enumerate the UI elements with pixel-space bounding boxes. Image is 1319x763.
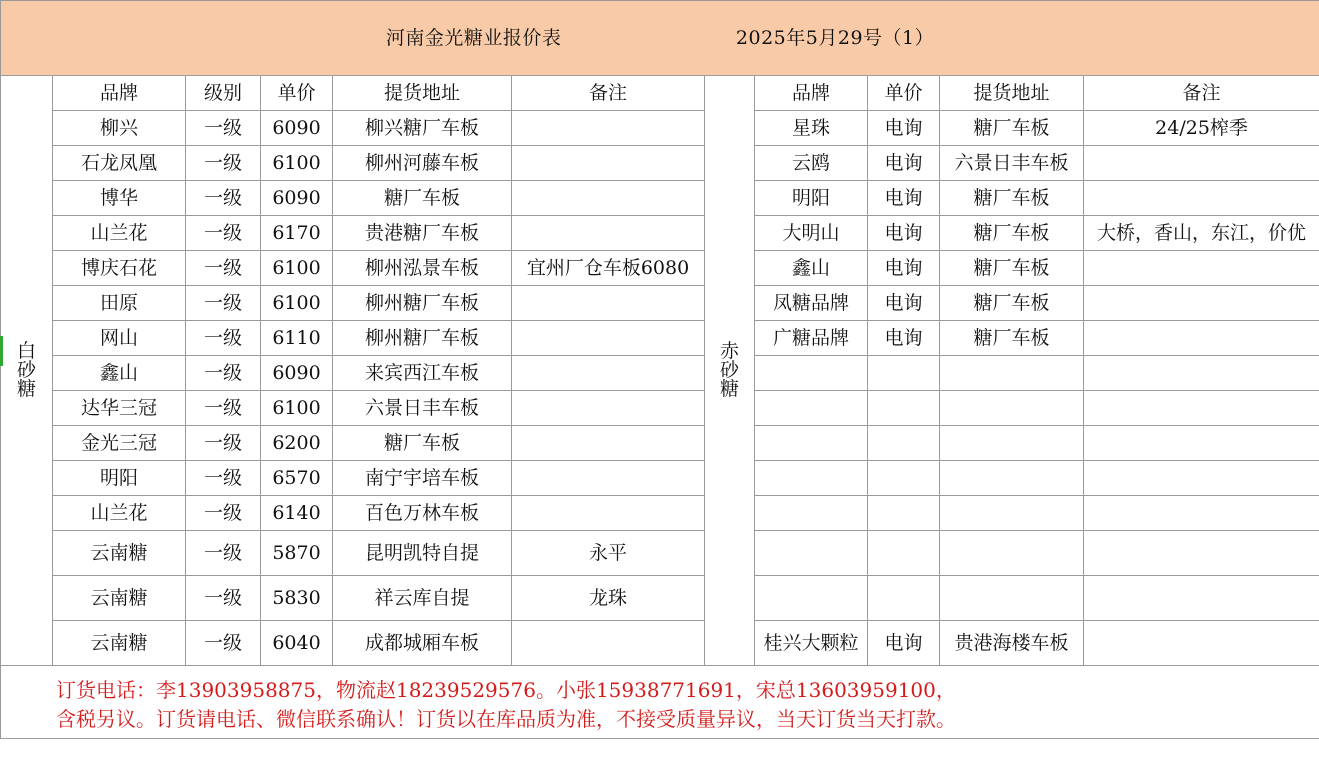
white-cell[interactable]: 6090: [261, 356, 333, 391]
brown-sugar-label-char: 糖: [719, 378, 739, 400]
brown-cell[interactable]: [940, 426, 1084, 461]
table-row: [1, 576, 1319, 621]
brown-cell[interactable]: [940, 391, 1084, 426]
white-cell[interactable]: 一级: [186, 496, 261, 531]
white-cell[interactable]: 6090: [261, 181, 333, 216]
white-cell[interactable]: 南宁宇培车板: [333, 461, 512, 496]
white-sugar-label-char: 砂: [16, 359, 36, 381]
white-cell[interactable]: 6100: [261, 391, 333, 426]
brown-cell[interactable]: [755, 391, 868, 426]
table-row: [1, 286, 1319, 321]
white-cell[interactable]: 达华三冠: [53, 391, 186, 426]
brown-cell[interactable]: [1084, 146, 1319, 181]
white-cell[interactable]: 明阳: [53, 461, 186, 496]
white-cell[interactable]: 6100: [261, 251, 333, 286]
brown-cell[interactable]: 桂兴大颗粒: [755, 621, 868, 666]
brown-cell[interactable]: [1084, 356, 1319, 391]
table-row: [1, 621, 1319, 666]
brown-sugar-label[interactable]: [705, 76, 755, 666]
brown-cell[interactable]: [1084, 181, 1319, 216]
brown-cell[interactable]: 电询: [868, 286, 940, 321]
table-row: [1, 251, 1319, 286]
brown-cell[interactable]: 六景日丰车板: [940, 146, 1084, 181]
brown-cell[interactable]: [1084, 496, 1319, 531]
white-cell[interactable]: 柳兴: [53, 111, 186, 146]
brown-cell[interactable]: 贵港海楼车板: [940, 621, 1084, 666]
brown-cell[interactable]: [1084, 426, 1319, 461]
white-cell[interactable]: 田原: [53, 286, 186, 321]
white-cell[interactable]: 一级: [186, 426, 261, 461]
white-cell[interactable]: [512, 356, 705, 391]
white-cell[interactable]: 柳州河藤车板: [333, 146, 512, 181]
white-cell[interactable]: 一级: [186, 321, 261, 356]
white-cell[interactable]: 5830: [261, 576, 333, 621]
brown-cell[interactable]: [868, 496, 940, 531]
white-cell[interactable]: 六景日丰车板: [333, 391, 512, 426]
footer-line-terms: 含税另议。订货请电话、微信联系确认！订货以在库品质为准，不接受质量异议，当天订货当天打款。: [56, 707, 956, 731]
white-cell[interactable]: 一级: [186, 356, 261, 391]
white-cell[interactable]: 一级: [186, 251, 261, 286]
table-row: [1, 461, 1319, 496]
white-cell[interactable]: [512, 181, 705, 216]
brown-cell[interactable]: [755, 531, 868, 576]
white-cell[interactable]: [512, 391, 705, 426]
brown-cell[interactable]: 电询: [868, 111, 940, 146]
brown-cell[interactable]: [1084, 286, 1319, 321]
white-sugar-label-char: 糖: [16, 378, 36, 400]
white-cell[interactable]: 6570: [261, 461, 333, 496]
brown-cell[interactable]: [755, 576, 868, 621]
brown-cell[interactable]: [1084, 621, 1319, 666]
white-cell[interactable]: 宜州厂仓车板6080: [512, 251, 705, 286]
brown-cell[interactable]: [940, 576, 1084, 621]
table-row: [1, 181, 1319, 216]
white-header-cell[interactable]: 备注: [512, 76, 705, 111]
white-cell[interactable]: [512, 461, 705, 496]
brown-cell[interactable]: [755, 356, 868, 391]
brown-header-cell[interactable]: 备注: [1084, 76, 1319, 111]
brown-cell[interactable]: 大桥，香山，东江，价优: [1084, 216, 1319, 251]
white-cell[interactable]: 柳州糖厂车板: [333, 286, 512, 321]
white-cell[interactable]: 贵港糖厂车板: [333, 216, 512, 251]
white-cell[interactable]: 祥云库自提: [333, 576, 512, 621]
brown-cell[interactable]: 糖厂车板: [940, 111, 1084, 146]
table-row: [1, 146, 1319, 181]
white-header-cell[interactable]: 单价: [261, 76, 333, 111]
table-row: [1, 531, 1319, 576]
table-row: [1, 391, 1319, 426]
brown-cell[interactable]: 糖厂车板: [940, 286, 1084, 321]
title-row[interactable]: [1, 1, 1319, 76]
brown-cell[interactable]: [940, 356, 1084, 391]
brown-cell[interactable]: 糖厂车板: [940, 181, 1084, 216]
brown-cell[interactable]: [1084, 531, 1319, 576]
table-row: [1, 356, 1319, 391]
brown-cell[interactable]: 云鸥: [755, 146, 868, 181]
white-cell[interactable]: [512, 286, 705, 321]
white-cell[interactable]: 一级: [186, 286, 261, 321]
white-cell[interactable]: [512, 496, 705, 531]
footer-line-contacts: 订货电话：李13903958875，物流赵18239529576。小张15938771691，宋总13603959100，: [56, 678, 956, 702]
white-cell[interactable]: 5870: [261, 531, 333, 576]
brown-cell[interactable]: [1084, 461, 1319, 496]
brown-cell[interactable]: 糖厂车板: [940, 251, 1084, 286]
brown-header-cell[interactable]: 提货地址: [940, 76, 1084, 111]
white-cell[interactable]: 来宾西江车板: [333, 356, 512, 391]
brown-cell[interactable]: [868, 461, 940, 496]
brown-cell[interactable]: [755, 426, 868, 461]
white-cell[interactable]: [512, 216, 705, 251]
white-cell[interactable]: 一级: [186, 391, 261, 426]
white-cell[interactable]: 6040: [261, 621, 333, 666]
white-cell[interactable]: 一级: [186, 621, 261, 666]
white-cell[interactable]: 山兰花: [53, 216, 186, 251]
brown-cell[interactable]: [1084, 321, 1319, 356]
brown-cell[interactable]: 电询: [868, 251, 940, 286]
white-cell[interactable]: 一级: [186, 216, 261, 251]
header-row: [1, 76, 1319, 111]
brown-cell[interactable]: 鑫山: [755, 251, 868, 286]
brown-cell[interactable]: [1084, 251, 1319, 286]
brown-cell[interactable]: [868, 356, 940, 391]
brown-cell[interactable]: [755, 496, 868, 531]
brown-sugar-label-char: 赤: [719, 340, 739, 362]
white-cell[interactable]: 一级: [186, 531, 261, 576]
white-cell[interactable]: 柳州糖厂车板: [333, 321, 512, 356]
white-cell[interactable]: 6200: [261, 426, 333, 461]
white-header-cell[interactable]: 品牌: [53, 76, 186, 111]
brown-cell[interactable]: [868, 531, 940, 576]
brown-cell[interactable]: 明阳: [755, 181, 868, 216]
brown-header-cell[interactable]: 品牌: [755, 76, 868, 111]
white-cell[interactable]: 糖厂车板: [333, 181, 512, 216]
brown-cell[interactable]: 凤糖品牌: [755, 286, 868, 321]
table-row: [1, 111, 1319, 146]
white-cell[interactable]: 6110: [261, 321, 333, 356]
white-cell[interactable]: [512, 321, 705, 356]
quote-date: 2025年5月29号（1）: [735, 26, 935, 49]
white-sugar-label-char: 白: [16, 340, 36, 362]
white-cell[interactable]: 成都城厢车板: [333, 621, 512, 666]
white-cell[interactable]: 6100: [261, 146, 333, 181]
white-cell[interactable]: 博庆石花: [53, 251, 186, 286]
brown-cell[interactable]: [868, 391, 940, 426]
footer-row: [1, 666, 1319, 739]
white-cell[interactable]: 糖厂车板: [333, 426, 512, 461]
white-cell[interactable]: 6170: [261, 216, 333, 251]
brown-cell[interactable]: 大明山: [755, 216, 868, 251]
brown-cell[interactable]: [868, 426, 940, 461]
white-cell[interactable]: 柳州泓景车板: [333, 251, 512, 286]
white-cell[interactable]: 柳兴糖厂车板: [333, 111, 512, 146]
white-cell[interactable]: 鑫山: [53, 356, 186, 391]
white-cell[interactable]: 云南糖: [53, 531, 186, 576]
table-row: [1, 321, 1319, 356]
white-cell[interactable]: 网山: [53, 321, 186, 356]
white-cell[interactable]: 龙珠: [512, 576, 705, 621]
white-cell[interactable]: 一级: [186, 111, 261, 146]
white-cell[interactable]: 一级: [186, 146, 261, 181]
white-header-cell[interactable]: 提货地址: [333, 76, 512, 111]
brown-cell[interactable]: 糖厂车板: [940, 321, 1084, 356]
white-cell[interactable]: 云南糖: [53, 621, 186, 666]
white-cell[interactable]: 6090: [261, 111, 333, 146]
brown-cell[interactable]: 糖厂车板: [940, 216, 1084, 251]
white-cell[interactable]: 金光三冠: [53, 426, 186, 461]
page-title: 河南金光糖业报价表: [385, 26, 562, 49]
table-row: [1, 216, 1319, 251]
white-cell[interactable]: 昆明凯特自提: [333, 531, 512, 576]
brown-cell[interactable]: [1084, 391, 1319, 426]
brown-cell[interactable]: 电询: [868, 181, 940, 216]
table-row: [1, 496, 1319, 531]
brown-cell[interactable]: 电询: [868, 621, 940, 666]
white-cell[interactable]: 一级: [186, 181, 261, 216]
brown-cell[interactable]: 电询: [868, 321, 940, 356]
brown-header-cell[interactable]: 单价: [868, 76, 940, 111]
white-cell[interactable]: 一级: [186, 461, 261, 496]
brown-cell[interactable]: 电询: [868, 216, 940, 251]
white-cell[interactable]: 永平: [512, 531, 705, 576]
white-cell[interactable]: 6140: [261, 496, 333, 531]
white-cell[interactable]: 石龙凤凰: [53, 146, 186, 181]
footer-notes[interactable]: [1, 666, 1319, 739]
white-cell[interactable]: 云南糖: [53, 576, 186, 621]
white-cell[interactable]: [512, 426, 705, 461]
brown-cell[interactable]: [940, 531, 1084, 576]
brown-cell[interactable]: [755, 461, 868, 496]
white-cell[interactable]: 百色万林车板: [333, 496, 512, 531]
white-header-cell[interactable]: 级别: [186, 76, 261, 111]
white-cell[interactable]: [512, 621, 705, 666]
brown-cell[interactable]: 星珠: [755, 111, 868, 146]
white-cell[interactable]: 山兰花: [53, 496, 186, 531]
white-cell[interactable]: 博华: [53, 181, 186, 216]
brown-cell[interactable]: [940, 496, 1084, 531]
white-cell[interactable]: [512, 146, 705, 181]
brown-cell[interactable]: [1084, 576, 1319, 621]
selection-marker: [0, 336, 3, 366]
white-sugar-label[interactable]: [1, 76, 53, 666]
brown-cell[interactable]: 24/25榨季: [1084, 111, 1319, 146]
brown-cell[interactable]: 广糖品牌: [755, 321, 868, 356]
white-cell[interactable]: [512, 111, 705, 146]
brown-sugar-label-char: 砂: [719, 359, 739, 381]
brown-cell[interactable]: [940, 461, 1084, 496]
brown-cell[interactable]: 电询: [868, 146, 940, 181]
white-cell[interactable]: 一级: [186, 576, 261, 621]
brown-cell[interactable]: [868, 576, 940, 621]
white-cell[interactable]: 6100: [261, 286, 333, 321]
table-row: [1, 426, 1319, 461]
